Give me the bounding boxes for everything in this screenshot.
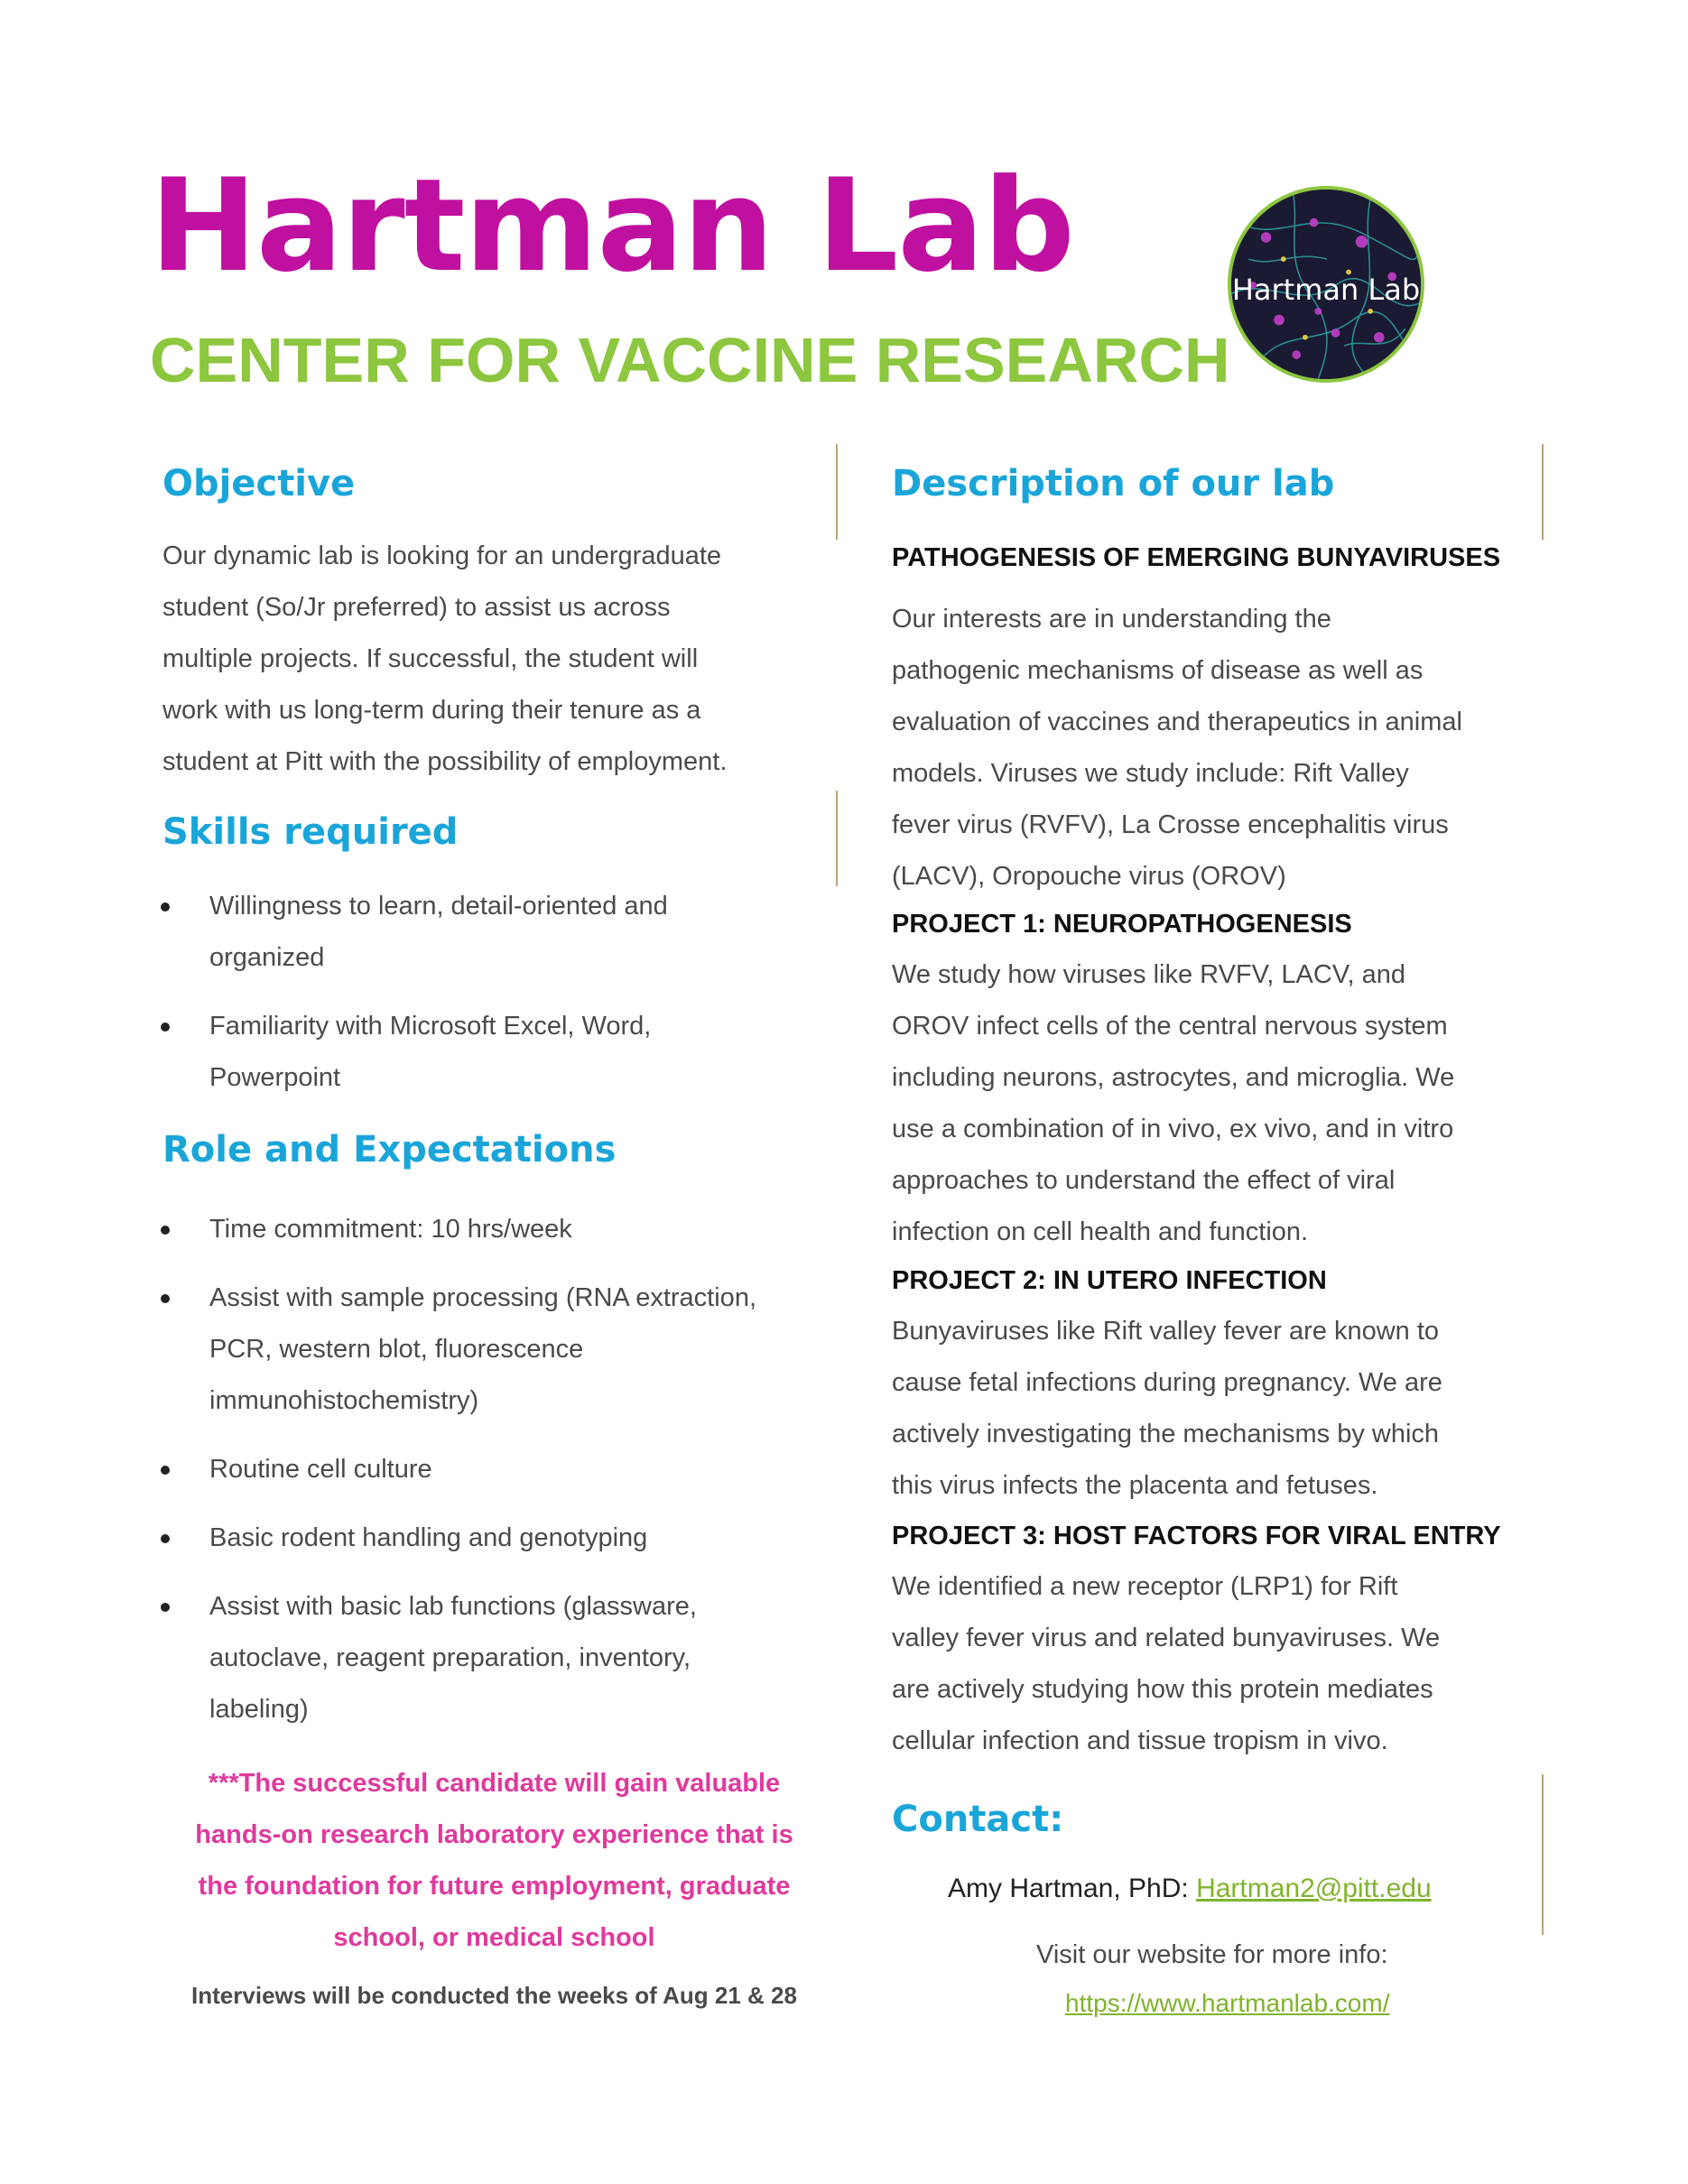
description-heading: Description of our lab (892, 463, 1335, 504)
objective-heading: Objective (162, 463, 356, 504)
role-list (161, 1204, 847, 1753)
project-title: PROJECT 3: HOST FACTORS FOR VIRAL ENTRY (892, 1522, 1501, 1550)
column-divider (836, 791, 838, 886)
page-subtitle: CENTER FOR VACCINE RESEARCH (150, 325, 1230, 395)
list-item-text: Willingness to learn, detail-oriented and (209, 892, 668, 921)
paragraph-line: including neurons, astrocytes, and microglia. We (892, 1063, 1455, 1092)
list-item-text: Familiarity with Microsoft Excel, Word, (209, 1012, 652, 1041)
paragraph-line: models. Viruses we study include: Rift Valley (892, 759, 1409, 788)
list-item-text: Assist with basic lab functions (glassware, (209, 1592, 697, 1621)
paragraph-line: infection on cell health and function. (892, 1217, 1309, 1246)
role-heading: Role and Expectations (162, 1129, 617, 1171)
section-title: PATHOGENESIS OF EMERGING BUNYAVIRUSES (892, 543, 1501, 572)
bullet-icon (161, 1226, 170, 1235)
contact-heading: Contact: (892, 1799, 1064, 1840)
project-text (892, 949, 1454, 1258)
bullet-icon (161, 1534, 170, 1543)
list-item (161, 1272, 847, 1427)
project-title: PROJECT 1: NEUROPATHOGENESIS (892, 910, 1352, 939)
lab-logo (1228, 186, 1424, 383)
list-item-text: labeling) (209, 1695, 309, 1724)
project-text (892, 1306, 1442, 1512)
paragraph-line: cause fetal infections during pregnancy. We are (892, 1368, 1442, 1397)
list-item (161, 1513, 847, 1564)
bullet-icon (161, 1023, 170, 1032)
paragraph-line: approaches to understand the effect of viral (892, 1166, 1396, 1195)
website-link[interactable]: https://www.hartmanlab.com/ (1065, 1989, 1390, 2017)
project-text (892, 1561, 1440, 1767)
paragraph-line: (LACV), Oropouche virus (OROV) (892, 862, 1286, 891)
paragraph-line: fever virus (RVFV), La Crosse encephalitis virus (892, 810, 1449, 839)
interviews-note: Interviews will be conducted the weeks of Aug 21 & 28 (191, 1982, 797, 2009)
skills-list (161, 881, 847, 1121)
paragraph-line: use a combination of in vivo, ex vivo, and in vitro (892, 1115, 1454, 1143)
list-item (161, 1581, 847, 1735)
bullet-icon (161, 1294, 170, 1303)
paragraph-line: pathogenic mechanisms of disease as well as (892, 656, 1424, 685)
list-item-text: Basic rodent handling and genotyping (209, 1523, 648, 1552)
bullet-icon (161, 1466, 170, 1475)
contact-name: Amy Hartman, PhD: (948, 1874, 1197, 1903)
column-divider (1542, 1774, 1544, 1935)
paragraph-line: evaluation of vaccines and therapeutics in animal (892, 708, 1462, 736)
website-label: Visit our website for more info: (1036, 1940, 1388, 1969)
description-intro (892, 594, 1462, 902)
list-item-text: autoclave, reagent preparation, inventory, (209, 1643, 691, 1672)
list-item (161, 881, 847, 984)
callout-line: the foundation for future employment, graduate (198, 1872, 791, 1901)
bullet-icon (161, 902, 170, 912)
page-title: Hartman Lab (150, 152, 1074, 301)
list-item-text: immunohistochemistry) (209, 1386, 479, 1415)
bullet-icon (161, 1603, 170, 1612)
paragraph-line: this virus infects the placenta and fetuses. (892, 1471, 1378, 1500)
logo-text: Hartman Lab (1231, 273, 1421, 307)
callout-line: school, or medical school (333, 1923, 655, 1952)
callout-line: hands-on research laboratory experience that is (195, 1820, 793, 1849)
column-divider (836, 444, 838, 540)
callout-line: ***The successful candidate will gain valuable (208, 1769, 781, 1798)
paragraph-line: Bunyaviruses like Rift valley fever are known to (892, 1317, 1440, 1346)
contact-line (948, 1874, 1432, 1904)
project-title: PROJECT 2: IN UTERO INFECTION (892, 1266, 1327, 1295)
objective-line: multiple projects. If successful, the student will (162, 644, 699, 673)
list-item-text: Routine cell culture (209, 1455, 432, 1484)
list-item-text: Assist with sample processing (RNA extraction, (209, 1283, 756, 1312)
list-item-text: Time commitment: 10 hrs/week (209, 1215, 572, 1244)
objective-line: work with us long-term during their tenure as a (162, 696, 701, 725)
paragraph-line: actively investigating the mechanisms by which (892, 1420, 1440, 1448)
list-item (161, 1001, 847, 1104)
list-item (161, 1444, 847, 1495)
skills-heading: Skills required (162, 811, 459, 853)
paragraph-line: OROV infect cells of the central nervous system (892, 1012, 1448, 1041)
callout-text (162, 1758, 826, 1964)
paragraph-line: cellular infection and tissue tropism in vivo. (892, 1726, 1388, 1755)
paragraph-line: Our interests are in understanding the (892, 605, 1331, 634)
website-row (1065, 1989, 1389, 2018)
email-link[interactable]: Hartman2@pitt.edu (1196, 1874, 1432, 1903)
list-item-text: Powerpoint (209, 1063, 341, 1092)
paragraph-line: We study how viruses like RVFV, LACV, and (892, 960, 1406, 989)
objective-line: student (So/Jr preferred) to assist us across (162, 593, 671, 622)
list-item (161, 1204, 847, 1255)
objective-text (162, 531, 727, 788)
objective-line: student at Pitt with the possibility of employment. (162, 747, 728, 776)
list-item-text: PCR, western blot, fluorescence (209, 1335, 584, 1364)
paragraph-line: We identified a new receptor (LRP1) for Rift (892, 1572, 1398, 1601)
objective-line: Our dynamic lab is looking for an undergraduate (162, 541, 722, 570)
list-item-text: organized (209, 943, 325, 972)
paragraph-line: are actively studying how this protein mediates (892, 1675, 1433, 1704)
column-divider (1542, 444, 1544, 540)
paragraph-line: valley fever virus and related bunyaviruses. We (892, 1624, 1441, 1652)
